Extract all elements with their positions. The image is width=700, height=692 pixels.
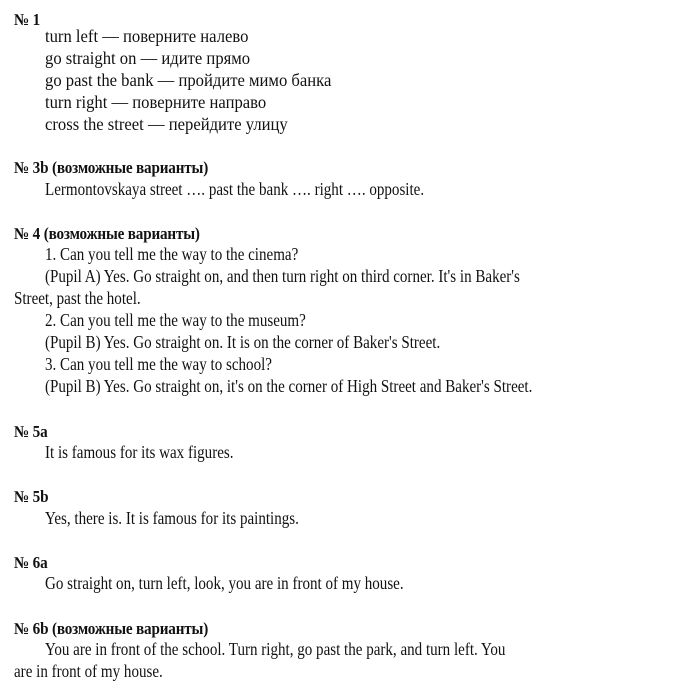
dialogue-line: Street, past the hotel. [14,288,141,308]
section-heading: № 3b (возможные варианты) [14,158,209,177]
section-heading: № 1 [14,10,41,29]
section-heading: № 6a [14,553,48,572]
section-heading: № 5b [14,487,49,506]
section-heading: № 5a [14,422,48,441]
vocab-line: turn right — поверните направо [45,92,267,112]
section-heading: № 4 (возможные варианты) [14,224,200,243]
vocab-line: go straight on — идите прямо [45,48,251,68]
dialogue-line: (Pupil B) Yes. Go straight on. It is on the corner of Baker's Street. [45,332,441,352]
dialogue-line: 1. Can you tell me the way to the cinema? [45,244,299,264]
dialogue-line: (Pupil A) Yes. Go straight on, and then turn right on third corner. It's in Baker's [45,266,520,286]
answer-line: Yes, there is. It is famous for its paintings. [45,508,299,528]
section-heading: № 6b (возможные варианты) [14,619,209,638]
answer-line: You are in front of the school. Turn right, go past the park, and turn left. You [45,639,506,659]
dialogue-line: 3. Can you tell me the way to school? [45,354,272,374]
dialogue-line: (Pupil B) Yes. Go straight on, it's on the corner of High Street and Baker's Street. [45,376,533,396]
answer-line: Go straight on, turn left, look, you are in front of my house. [45,573,404,593]
answer-line: It is famous for its wax figures. [45,442,234,462]
answer-line: Lermontovskaya street …. past the bank …. right …. opposite. [45,179,425,199]
dialogue-line: 2. Can you tell me the way to the museum? [45,310,306,330]
vocab-line: turn left — поверните налево [45,26,249,46]
vocab-line: cross the street — перейдите улицу [45,114,288,134]
vocab-line: go past the bank — пройдите мимо банка [45,70,332,90]
answer-line: are in front of my house. [14,661,163,681]
